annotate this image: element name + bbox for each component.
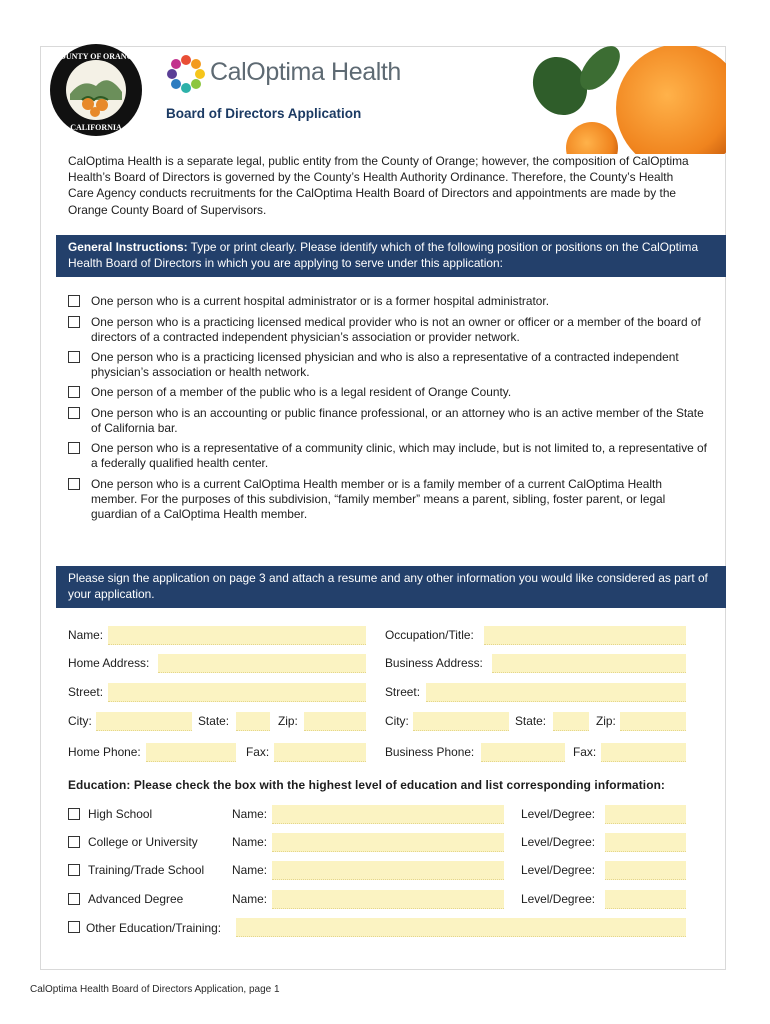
college-degree-field[interactable]: [605, 833, 686, 852]
home-address-label: Home Address:: [68, 656, 150, 670]
business-street-field[interactable]: [426, 683, 686, 702]
occupation-label: Occupation/Title:: [385, 628, 474, 642]
advanced-degree-name-field[interactable]: [272, 890, 504, 909]
brand-name: CalOptima Health: [210, 58, 401, 86]
position-checkbox[interactable]: [68, 316, 80, 328]
sign-instructions-band: Please sign the application on page 3 and attach a resume and any other information you would like considered as part of your application.: [56, 566, 726, 608]
business-city-label: City:: [385, 714, 409, 728]
home-street-label: Street:: [68, 685, 104, 699]
caloptima-logo-icon: [166, 54, 206, 94]
trade-school-degree-field[interactable]: [605, 861, 686, 880]
business-phone-field[interactable]: [481, 743, 565, 762]
home-phone-field[interactable]: [146, 743, 236, 762]
school-name-label: Name:: [232, 835, 268, 849]
position-label: One person who is a current hospital administrator or is a former hospital administrator.: [91, 294, 549, 308]
business-fax-field[interactable]: [601, 743, 686, 762]
position-label: One person who is a practicing licensed physician and who is also a representative of a contracted independent physician’s association or health network.: [91, 350, 679, 379]
school-name-label: Name:: [232, 892, 268, 906]
degree-label: Level/Degree:: [521, 835, 596, 849]
education-level-label: Advanced Degree: [88, 892, 184, 906]
trade-school-name-field[interactable]: [272, 861, 504, 880]
education-level-label: College or University: [88, 835, 198, 849]
degree-label: Level/Degree:: [521, 892, 596, 906]
home-state-label: State:: [198, 714, 230, 728]
name-field[interactable]: [108, 626, 366, 645]
position-checkbox[interactable]: [68, 351, 80, 363]
education-heading: Education: Please check the box with the highest level of education and list corresponding information:: [68, 778, 665, 792]
home-address-field[interactable]: [158, 654, 366, 673]
position-label: One person who is a representative of a community clinic, which may include, but is not limited to, a representative of a federally qualified health center.: [91, 441, 707, 470]
svg-text:CALIFORNIA: CALIFORNIA: [70, 123, 122, 132]
business-address-field[interactable]: [492, 654, 686, 673]
business-state-field[interactable]: [553, 712, 589, 731]
page-footer: CalOptima Health Board of Directors Application, page 1: [30, 984, 280, 995]
instructions-heading: General Instructions:: [68, 240, 188, 254]
home-zip-label: Zip:: [278, 714, 298, 728]
high-school-name-field[interactable]: [272, 805, 504, 824]
home-street-field[interactable]: [108, 683, 366, 702]
home-city-label: City:: [68, 714, 92, 728]
name-label: Name:: [68, 628, 104, 642]
position-checkbox[interactable]: [68, 442, 80, 454]
business-phone-label: Business Phone:: [385, 745, 475, 759]
home-phone-label: Home Phone:: [68, 745, 141, 759]
home-zip-field[interactable]: [304, 712, 366, 731]
school-name-label: Name:: [232, 807, 268, 821]
business-state-label: State:: [515, 714, 547, 728]
advanced-degree-degree-field[interactable]: [605, 890, 686, 909]
position-checkbox[interactable]: [68, 478, 80, 490]
position-label: One person of a member of the public who is a legal resident of Orange County.: [91, 385, 512, 399]
home-fax-field[interactable]: [274, 743, 366, 762]
instructions-band: [56, 235, 726, 277]
county-seal-logo: [48, 42, 144, 138]
home-state-field[interactable]: [236, 712, 270, 731]
orange-fruit-image: [520, 46, 726, 154]
position-checkbox[interactable]: [68, 386, 80, 398]
home-fax-label: Fax:: [246, 745, 270, 759]
high-school-checkbox[interactable]: [68, 808, 80, 820]
education-level-label: High School: [88, 807, 153, 821]
other-education-field[interactable]: [236, 918, 686, 937]
home-city-field[interactable]: [96, 712, 192, 731]
high-school-degree-field[interactable]: [605, 805, 686, 824]
business-zip-label: Zip:: [596, 714, 616, 728]
trade-school-checkbox[interactable]: [68, 864, 80, 876]
school-name-label: Name:: [232, 863, 268, 877]
instructions-text: Type or print clearly. Please identify which of the following position or positions on the CalOptima Health Board of Directors in which you are applying to serve under this application:: [68, 240, 699, 271]
college-name-field[interactable]: [272, 833, 504, 852]
position-label: One person who is an accounting or public finance professional, or an attorney who is an active member of the State of California bar.: [91, 406, 704, 435]
other-education-label: Other Education/Training:: [86, 921, 222, 935]
occupation-field[interactable]: [484, 626, 686, 645]
other-education-checkbox[interactable]: [68, 921, 80, 933]
degree-label: Level/Degree:: [521, 807, 596, 821]
advanced-degree-checkbox[interactable]: [68, 893, 80, 905]
business-address-label: Business Address:: [385, 656, 483, 670]
position-label: One person who is a current CalOptima Health member or is a family member of a current CalOptima Health member. For the purposes of this subdivision, “family member” means a parent, sibling, foster parent, or legal guardian of a CalOptima Health member.: [91, 477, 666, 521]
business-city-field[interactable]: [413, 712, 509, 731]
position-checkbox[interactable]: [68, 407, 80, 419]
business-street-label: Street:: [385, 685, 421, 699]
form-title: Board of Directors Application: [166, 106, 362, 121]
business-zip-field[interactable]: [620, 712, 686, 731]
education-level-label: Training/Trade School: [88, 863, 205, 877]
svg-text:COUNTY OF ORANGE: COUNTY OF ORANGE: [53, 52, 139, 61]
position-checkbox[interactable]: [68, 295, 80, 307]
degree-label: Level/Degree:: [521, 863, 596, 877]
business-fax-label: Fax:: [573, 745, 597, 759]
position-label: One person who is a practicing licensed medical provider who is not an owner or officer or a member of the board of directors of a contracted independent physician’s association or provider network.: [91, 315, 701, 344]
college-checkbox[interactable]: [68, 836, 80, 848]
intro-paragraph: CalOptima Health is a separate legal, public entity from the County of Orange; however, the composition of CalOptima Health’s Board of Directors is governed by the County’s Health Authority Ordinance. Therefore, the County’s Health Care Agency conducts recruitments for the CalOptima Health Board of Directors and appointments are made by the Orange County Board of Supervisors.: [68, 154, 689, 217]
